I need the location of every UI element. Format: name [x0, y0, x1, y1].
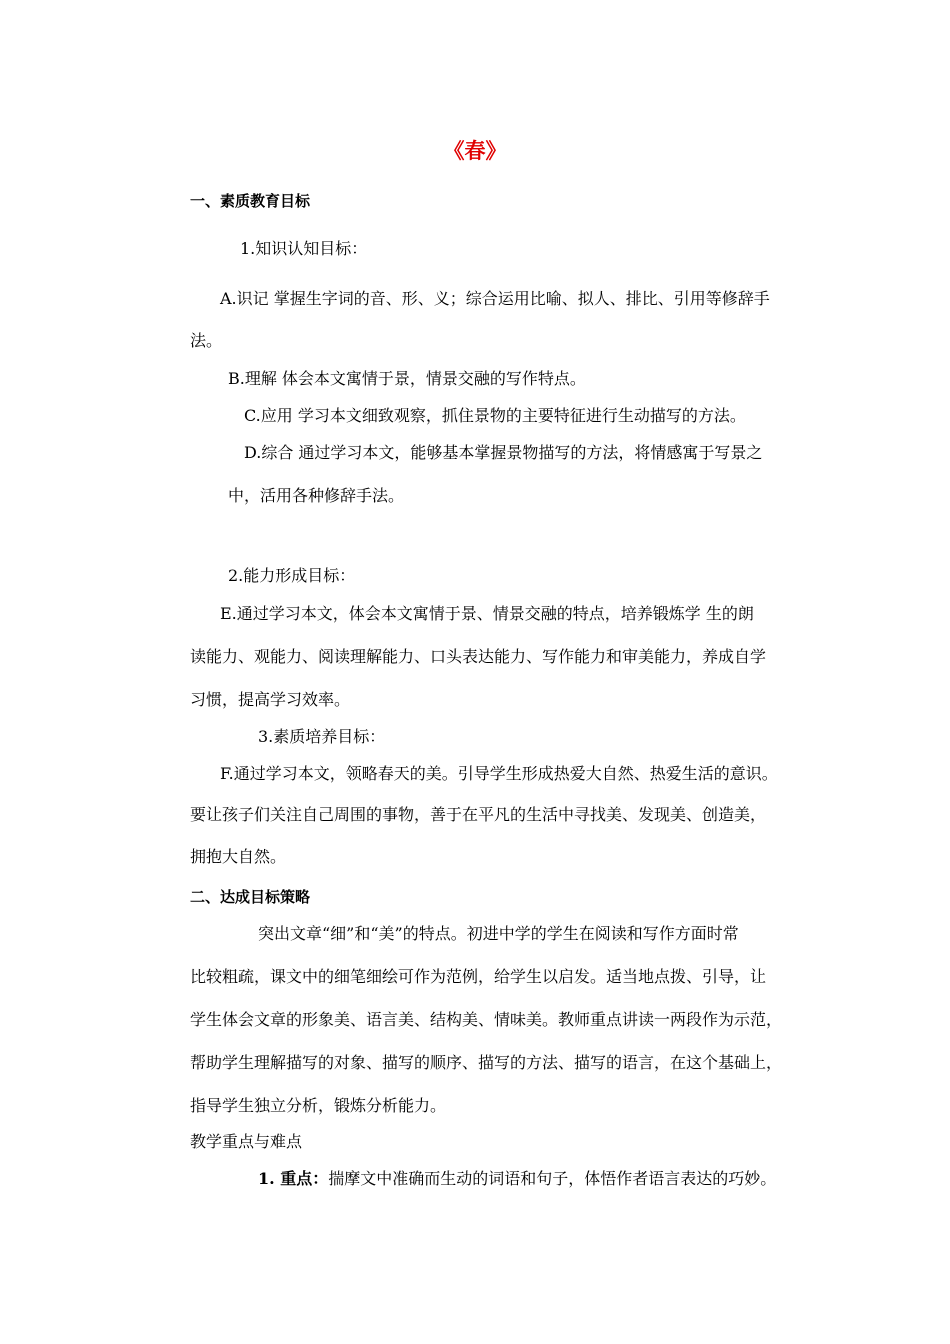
strategy-line3: 学生体会文章的形象美、语言美、结构美、情味美。教师重点讲读一两段作为示范，	[190, 1010, 783, 1029]
strategy-line5: 指导学生独立分析，锻炼分析能力。	[190, 1096, 447, 1115]
key-point-label: 1. 重点：	[258, 1169, 329, 1188]
item-f-line1: F.通过学习本文，领略春天的美。引导学生形成热爱大自然、热爱生活的意识。	[220, 764, 778, 783]
subheading-quality: 3.素质培养目标：	[258, 727, 386, 746]
strategy-line4: 帮助学生理解描写的对象、描写的顺序、描写的方法、描写的语言，在这个基础上，	[190, 1053, 783, 1072]
section-heading-key-points: 教学重点与难点	[190, 1132, 303, 1151]
subheading-knowledge: 1.知识认知目标：	[240, 239, 368, 258]
item-c: C.应用 学习本文细致观察，抓住景物的主要特征进行生动描写的方法。	[244, 406, 746, 425]
document-title: 《春》	[443, 138, 507, 163]
item-e-line2: 读能力、观能力、阅读理解能力、口头表达能力、写作能力和审美能力，养成自学	[190, 647, 767, 666]
strategy-line1: 突出文章“细”和“美”的特点。初进中学的学生在阅读和写作方面时常	[258, 924, 739, 943]
item-d-line1: D.综合 通过学习本文，能够基本掌握景物描写的方法，将情感寓于写景之	[244, 443, 763, 462]
subheading-ability: 2.能力形成目标：	[228, 566, 356, 585]
item-e-line3: 习惯，提高学习效率。	[190, 690, 351, 709]
item-d-line2: 中，活用各种修辞手法。	[228, 486, 405, 505]
strategy-line2: 比较粗疏，课文中的细笔细绘可作为范例，给学生以启发。适当地点拨、引导，让	[190, 967, 767, 986]
key-point-text: 揣摩文中准确而生动的词语和句子，体悟作者语言表达的巧妙。	[328, 1169, 777, 1188]
key-point-1	[258, 1168, 776, 1190]
item-f-line3: 拥抱大自然。	[190, 847, 287, 866]
item-e-line1: E.通过学习本文，体会本文寓情于景、情景交融的特点，培养锻炼学 生的朗	[220, 604, 754, 623]
item-f-line2: 要让孩子们关注自己周围的事物，善于在平凡的生活中寻找美、发现美、创造美，	[190, 805, 767, 824]
item-a-line1: A.识记 掌握生字词的音、形、义；综合运用比喻、拟人、排比、引用等修辞手	[220, 289, 770, 308]
section-heading-goals: 一、素质教育目标	[190, 192, 311, 210]
item-b: B.理解 体会本文寓情于景，情景交融的写作特点。	[228, 369, 586, 388]
item-a-line2: 法。	[190, 331, 223, 350]
section-heading-strategy: 二、达成目标策略	[190, 888, 311, 906]
